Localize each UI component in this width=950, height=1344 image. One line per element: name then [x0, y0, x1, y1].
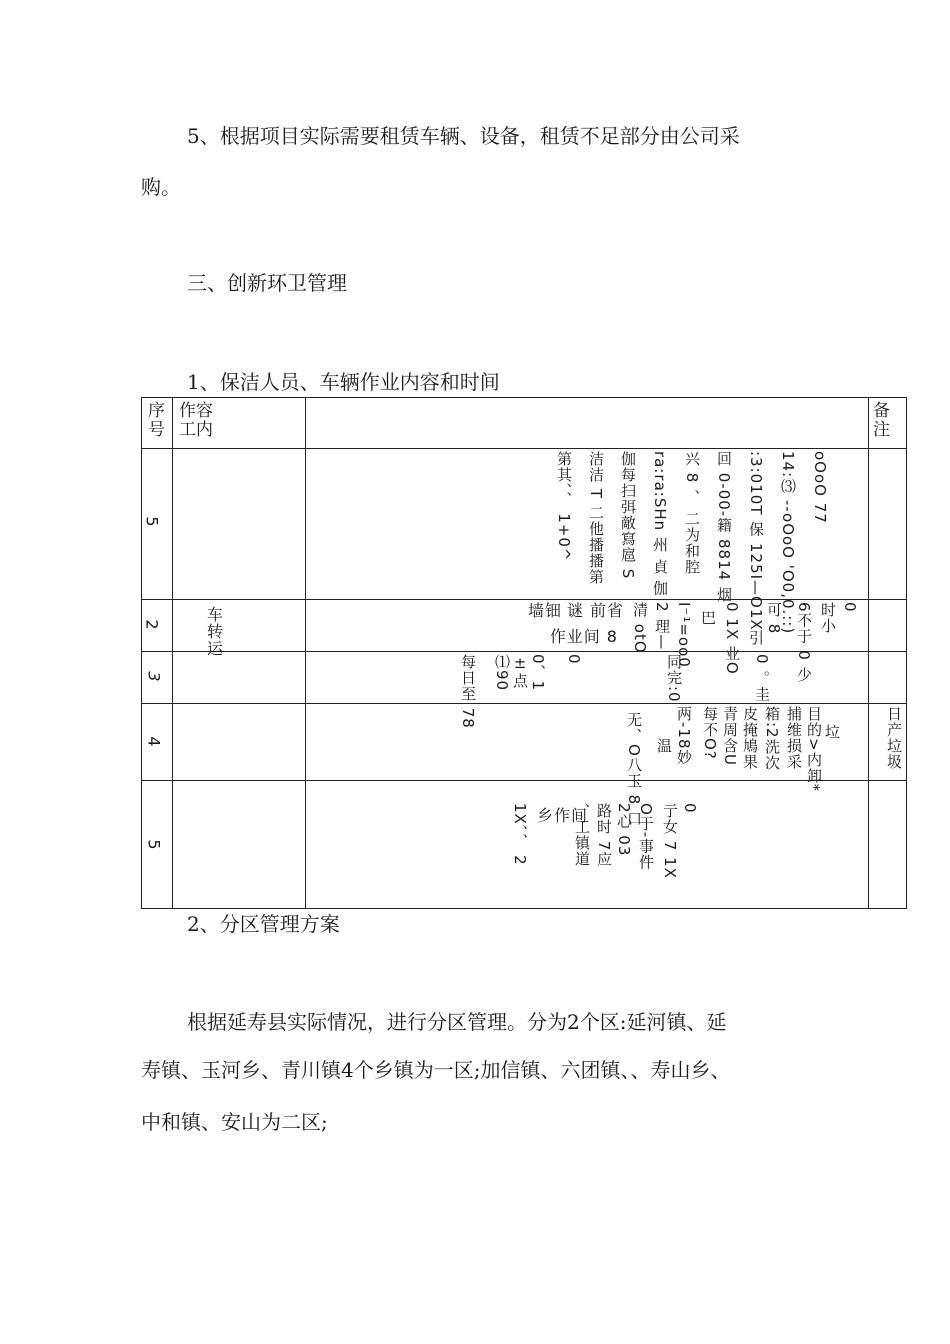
row-remark — [869, 600, 907, 652]
row-seq: 2 — [142, 600, 173, 652]
content-line: 时小 — [819, 602, 837, 634]
row-work: 车转运 — [173, 600, 306, 652]
table-header-row — [142, 398, 907, 449]
table-row — [142, 704, 907, 781]
content-line: 皮掩鳩果 — [741, 706, 759, 770]
row-seq: 3 — [142, 652, 173, 704]
subsection-2-heading: 2、分区管理方案 — [187, 912, 340, 936]
row-content — [306, 652, 869, 729]
header-content — [306, 398, 869, 449]
table-row — [142, 449, 907, 600]
paragraph-5-line-2: 购。 — [141, 175, 181, 199]
content-line: 青周含U — [721, 706, 739, 766]
content-line: 墙钿 — [527, 601, 562, 620]
content-line: 箱:2洗次 — [763, 706, 781, 771]
content-line: 亍女 7 1X — [661, 803, 679, 879]
row-seq: 4 — [142, 704, 173, 781]
content-line: 2 理— — [653, 602, 671, 651]
content-line: 6不于 0 少 — [795, 602, 813, 683]
header-seq: 序号 — [142, 398, 173, 449]
content-line: 洁洁 T 二他播播第 — [587, 451, 605, 585]
content-line: 回 0-00-籍 8814 烟 — [715, 451, 733, 603]
content-line: 0 1X 业O — [723, 602, 741, 675]
row-work — [173, 704, 306, 781]
content-line: I⁻¹=oo0 — [675, 602, 693, 668]
subsection-1-heading: 1、保洁人员、车辆作业内容和时间 — [187, 370, 500, 394]
content-line: 、工镇道 — [573, 803, 591, 867]
content-line: 0 — [841, 602, 859, 613]
content-line: 引 — [747, 630, 765, 646]
content-line: 日产垃圾 — [885, 706, 903, 770]
content-line: 2心 03 — [615, 803, 633, 857]
content-line: 乡作间 — [536, 806, 588, 825]
content-line: 目的>内卸* — [805, 706, 823, 793]
zone-paragraph-line-3: 中和镇、安山为二区; — [141, 1110, 328, 1134]
content-line: 伽每扫弭敵寫扈 S — [619, 451, 637, 580]
content-line: O于-事件 — [637, 803, 655, 871]
content-line: ±点 — [511, 654, 529, 689]
content-line: 0、1 — [529, 654, 547, 692]
content-line: 捕维损采 — [785, 706, 803, 770]
content-line: 0 。圭 — [753, 654, 771, 703]
content-line: 巴 — [699, 610, 717, 626]
row-seq: 5 — [142, 449, 173, 600]
content-line: 作业间 8 — [549, 627, 618, 646]
row-remark — [869, 652, 907, 704]
row-remark — [869, 704, 907, 781]
row-remark — [869, 449, 907, 600]
content-line: 两-18妙 — [675, 706, 693, 766]
row-seq: 5 — [142, 781, 173, 909]
row-work — [173, 652, 306, 704]
content-line: 前省 — [589, 601, 624, 620]
row-content — [306, 781, 869, 909]
zone-paragraph-line-2: 寿镇、玉河乡、青川镇4个乡镇为一区;加信镇、六团镇、、寿山乡、 — [141, 1058, 731, 1082]
header-remark: 备注 — [869, 398, 907, 449]
content-line: 第其、、 1+0^ — [555, 451, 573, 562]
content-line: 每日至 78 — [459, 654, 477, 729]
content-line: 无、O八玉 8 口 — [625, 712, 643, 827]
content-line: 0 — [565, 654, 583, 665]
content-line: 14:⑶ --oOoO 'O0,0.::) — [779, 451, 797, 635]
content-line: 每不O? — [701, 706, 719, 760]
table-row — [142, 600, 907, 652]
work-schedule-table — [141, 397, 907, 909]
paragraph-5-line-1: 5、根据项目实际需要租赁车辆、设备，租赁不足部分由公司采 — [187, 124, 740, 148]
content-line: 1X、、 2 — [511, 803, 529, 866]
content-line: 谜 — [566, 601, 584, 620]
table-row — [142, 781, 907, 909]
content-line: ⑴90 — [493, 654, 511, 692]
content-line: oOoO 77 — [811, 451, 829, 524]
content-line: 可 8 — [765, 602, 783, 635]
table-row — [142, 652, 907, 704]
content-line: 路时 7应 — [595, 803, 613, 868]
content-line: 垃 — [823, 724, 841, 740]
content-line: 0 — [681, 803, 699, 814]
zone-paragraph-line-1: 根据延寿县实际情况，进行分区管理。分为2个区:延河镇、延 — [187, 1010, 727, 1034]
content-line: ra:ra:SHn 州 貞 伽 — [651, 451, 669, 597]
row-work — [173, 781, 306, 909]
content-line: 清 otO — [631, 602, 649, 654]
row-remark — [869, 781, 907, 909]
content-line: 同完:0 — [665, 654, 683, 703]
section-3-heading: 三、创新环卫管理 — [187, 271, 347, 295]
content-line: 兴 8 、 二为和腔 — [683, 451, 701, 575]
header-work: 作容工内 — [173, 398, 306, 449]
row-work — [173, 449, 306, 600]
content-line: 温 — [655, 738, 673, 754]
content-line: :3:010T 保 125I—O1X — [747, 451, 765, 631]
